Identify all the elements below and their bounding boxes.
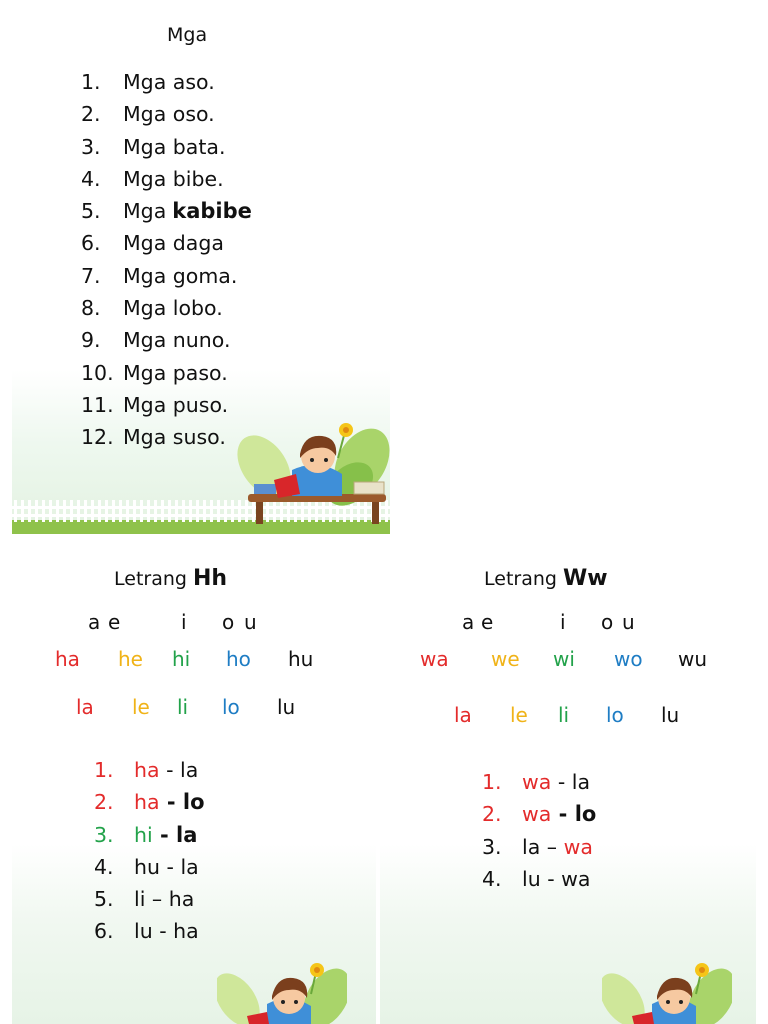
reading-boy-illustration [602,960,732,1024]
fence-post [168,500,171,522]
fence-post [84,500,87,522]
fence-post [140,500,143,522]
fence-post [56,500,59,522]
fence-post [77,500,80,522]
list-item: 6. Mga daga [81,231,224,256]
list-item: 7. Mga goma. [81,263,238,288]
fence-post [91,500,94,522]
list-item: 10. Mga paso. [81,360,228,385]
slide-title: Letrang Ww [484,566,608,591]
list-item: 4. Mga bibe. [81,166,224,191]
list-item: 1. Mga aso. [81,70,215,94]
list-item: 5. li – ha [94,887,195,912]
syllable-row-l: la le li lo lu [454,703,680,727]
list-item: 5. Mga kabibe [81,199,252,224]
fence-post [63,500,66,522]
list-item: 4. lu - wa [482,866,591,891]
fence-post [182,500,185,522]
list-item: 12. Mga suso. [81,425,226,450]
fence-post [21,500,24,522]
fence-post [105,500,108,522]
reading-boy-illustration [234,418,390,528]
list-item: 8. Mga lobo. [81,296,223,321]
list-item: 6. lu - ha [94,919,199,944]
fence-post [161,500,164,522]
list-item: 3. la – wa [482,834,593,859]
fence-post [126,500,129,522]
list-item: 3. hi - la [94,822,198,847]
fence-post [49,500,52,522]
syllable-row-h: ha he hi ho hu [55,647,314,671]
reading-boy-illustration [217,960,347,1024]
syllable-row-l: la le li lo lu [76,695,296,719]
vowel-row: a e i o u [462,610,635,634]
fence-post [28,500,31,522]
fence-post [112,500,115,522]
fence-post [154,500,157,522]
slide-letter-h [12,550,376,1024]
list-item: 2. wa - lo [482,802,597,827]
slide-title: Letrang Hh [114,566,228,591]
vowel-row: a e i o u [88,610,257,634]
exercise-list [94,758,205,952]
word-list [81,70,252,458]
list-item: 9. Mga nuno. [81,328,231,353]
fence-post [210,500,213,522]
fence-post [35,500,38,522]
fence-post [175,500,178,522]
list-item: 1. ha - la [94,758,199,782]
list-item: 1. wa - la [482,770,591,794]
fence-post [42,500,45,522]
list-item: 2. ha - lo [94,790,205,815]
fence-post [147,500,150,522]
fence-post [224,500,227,522]
fence-post [196,500,199,522]
fence-post [70,500,73,522]
list-item: 2. Mga oso. [81,102,215,127]
fence-post [119,500,122,522]
syllable-row-w: wa we wi wo wu [420,647,708,671]
fence-post [203,500,206,522]
list-item: 4. hu - la [94,854,199,879]
list-item: 3. Mga bata. [81,134,226,159]
slide-title: Mga [167,24,208,46]
slide-letter-w [380,550,756,1024]
fence-post [133,500,136,522]
slide-mga [12,0,390,534]
list-item: 11. Mga puso. [81,392,229,417]
fence-post [217,500,220,522]
exercise-list [482,770,596,899]
fence-post [189,500,192,522]
fence-post [14,500,17,522]
fence-post [98,500,101,522]
